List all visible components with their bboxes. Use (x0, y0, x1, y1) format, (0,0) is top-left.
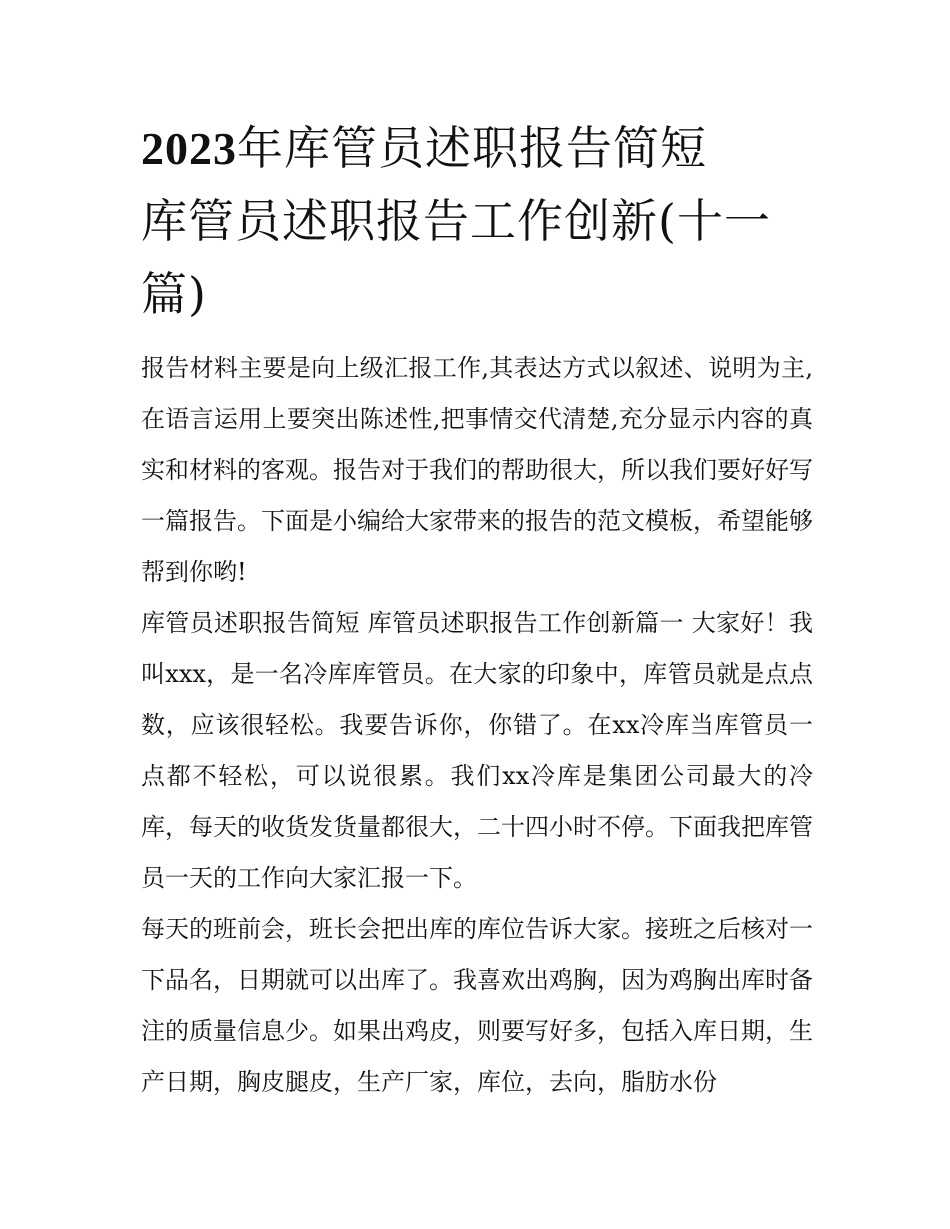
document-body (141, 343, 813, 1108)
document-content (141, 112, 813, 1108)
title-line-1-text: 年库管员述职报告简短 (237, 121, 707, 175)
title-line-2: 库管员述职报告工作创新(十一篇) (141, 194, 771, 321)
paragraph-intro: 报告材料主要是向上级汇报工作,其表达方式以叙述、说明为主,在语言运用上要突出陈述性,把事情交代清楚,充分显示内容的真实和材料的客观。报告对于我们的帮助很大，所以我们要好好写一篇报告。下面是小编给大家带来的报告的范文模板，希望能够帮到你哟! (141, 354, 813, 586)
paragraph-daily-work: 每天的班前会，班长会把出库的库位告诉大家。接班之后核对一下品名，日期就可以出库了。我喜欢出鸡胸，因为鸡胸出库时备注的质量信息少。如果出鸡皮，则要写好多，包括入库日期，生产日期，胸皮腿皮，生产厂家，库位，去向，脂肪水份 (141, 915, 813, 1096)
paragraph-section-1: 库管员述职报告简短 库管员述职报告工作创新篇一 大家好！我叫xxx，是一名冷库库管员。在大家的印象中，库管员就是点点数，应该很轻松。我要告诉你，你错了。在xx冷库当库管员一点都不轻松，可以说很累。我们xx冷库是集团公司最大的冷库，每天的收货发货量都很大，二十四小时不停。下面我把库管员一天的工作向大家汇报一下。 (141, 609, 813, 892)
title-year: 2023 (141, 123, 237, 174)
title-line-1 (141, 112, 813, 185)
document-title (141, 112, 813, 331)
